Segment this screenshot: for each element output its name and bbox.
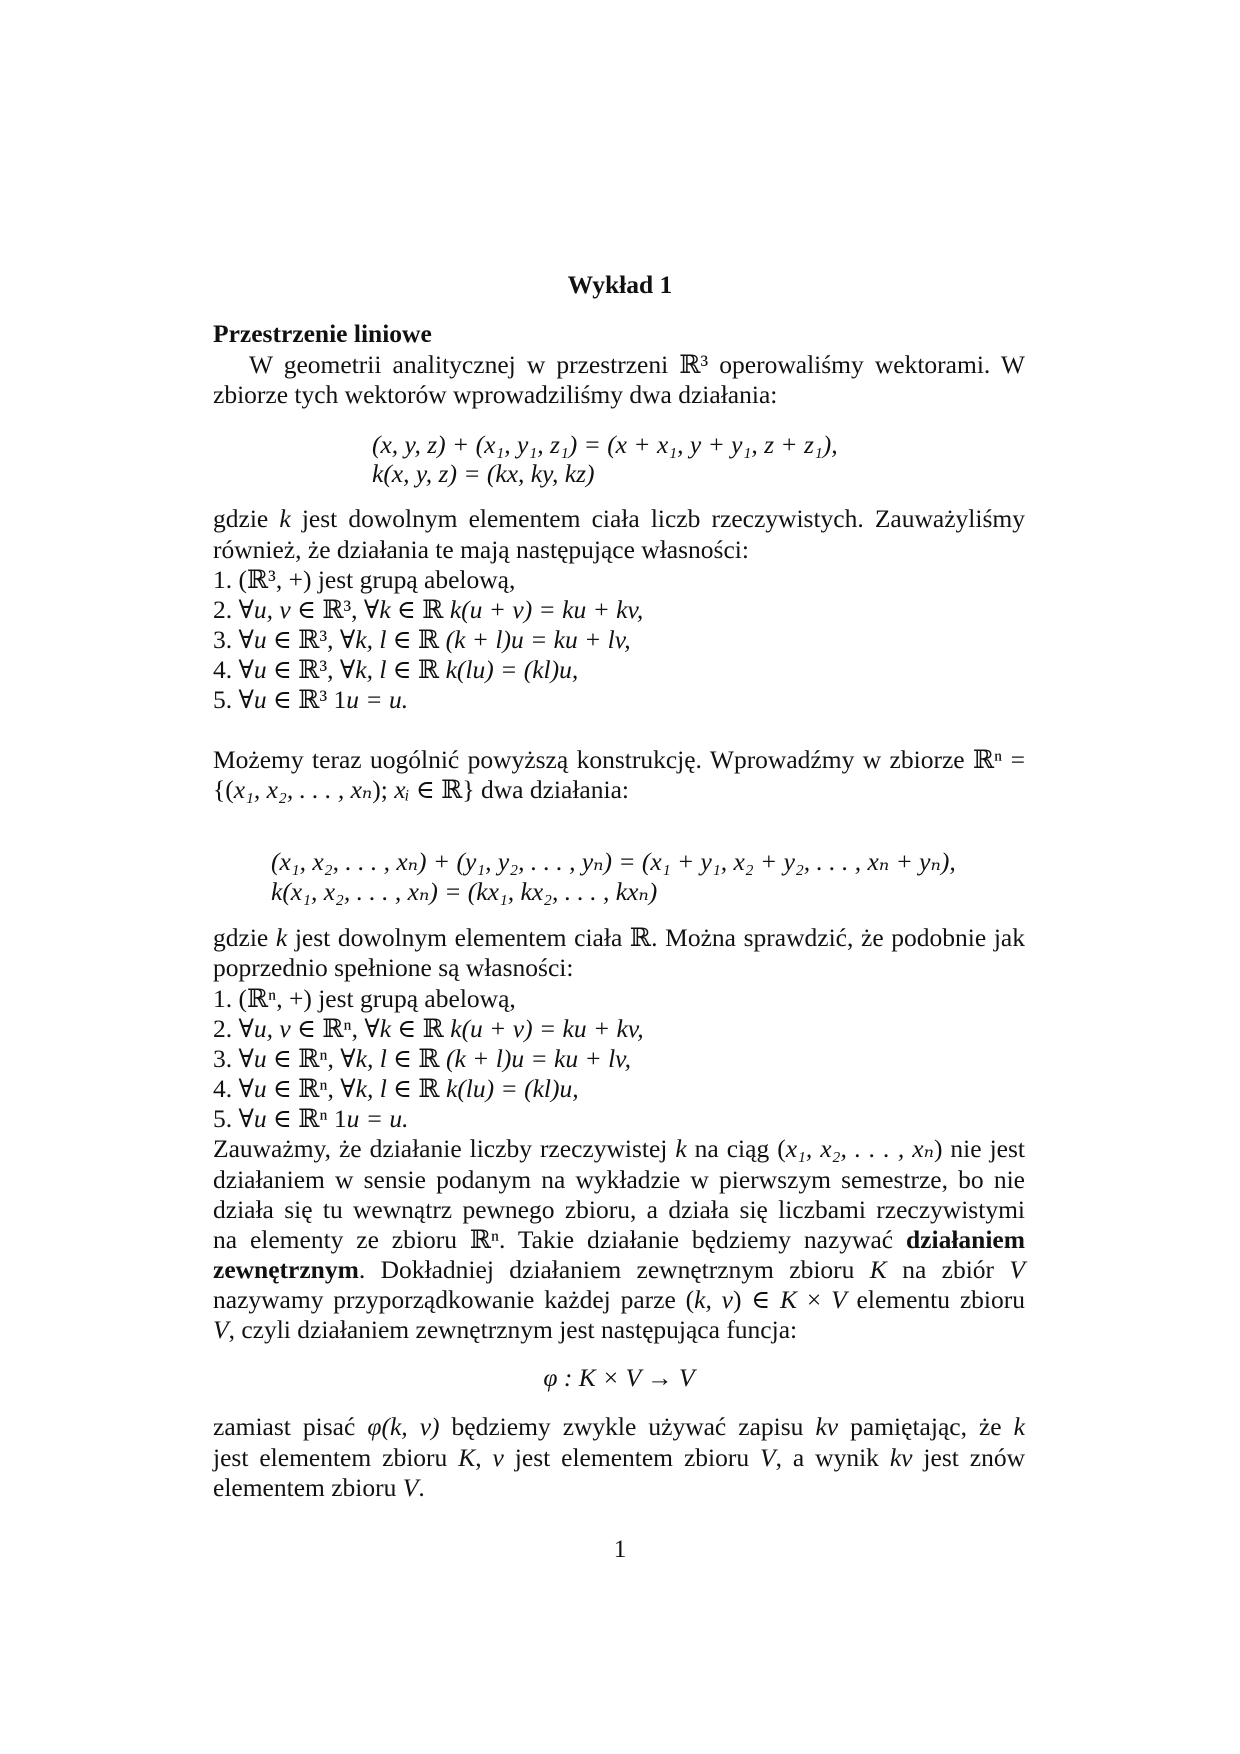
text-segment: 2. ∀: [213, 1014, 254, 1043]
text-line: [213, 775, 1025, 805]
text-segment: ∈ ℝ: [386, 1074, 446, 1103]
text-segment: elementem zbioru: [213, 1473, 403, 1502]
math-text: u: [253, 625, 267, 654]
math-text: u = u.: [346, 1104, 409, 1133]
math-text: φ : K × V → V: [543, 1363, 695, 1392]
text-segment: na zbiór: [886, 1255, 1010, 1284]
math-text: k, l: [355, 1074, 387, 1103]
text-segment: ×: [797, 1285, 832, 1314]
math-text: u: [253, 1074, 267, 1103]
text-segment: 3. ∀: [213, 1044, 254, 1073]
math-text: (k + l)u = ku + lv,: [446, 1044, 631, 1073]
math-text: φ(k, v): [367, 1412, 440, 1441]
text-line: [213, 1315, 1025, 1345]
text-line: [213, 1044, 1025, 1074]
text-segment: zbiorze tych wektorów wprowadziliśmy dwa działania:: [213, 380, 778, 409]
math-text: k: [279, 504, 291, 533]
text-line: [213, 1225, 1025, 1255]
text-segment: elementu zbioru: [846, 1285, 1026, 1314]
math-text: K: [458, 1443, 476, 1472]
text-segment: będziemy zwykle używać zapisu: [439, 1412, 816, 1441]
text-line: [213, 1014, 1025, 1044]
math-text: V: [760, 1443, 776, 1472]
text-segment: gdzie: [213, 923, 276, 952]
text-segment: ∈ ℝⁿ, ∀: [266, 1074, 356, 1103]
text-segment: na ciąg (: [686, 1134, 786, 1163]
text-segment: ∈ ℝ: [386, 625, 446, 654]
text-segment: ) nie jest: [933, 1134, 1025, 1163]
text-line: [213, 1165, 1025, 1195]
text-segment: 1. (ℝⁿ, +) jest grupą abelową,: [213, 984, 516, 1013]
section-heading: Przestrzenie liniowe: [213, 319, 432, 348]
math-text: x₁, x₂, . . . , xₙ: [233, 775, 373, 804]
text-line: [213, 685, 1025, 715]
display-equation: [372, 430, 838, 460]
text-line: [213, 1134, 1025, 1164]
text-segment: . Dokładniej działaniem zewnętrznym zbioru: [358, 1255, 870, 1284]
text-segment: działa się tu wewnątrz pewnego zbioru, a działa się liczbami rzeczywistymi: [213, 1195, 1025, 1224]
text-line: [213, 1074, 1025, 1104]
display-equation: [372, 459, 595, 489]
math-text: V: [402, 1473, 419, 1502]
lecture-title: Wykład 1: [567, 270, 673, 299]
text-line: [213, 1412, 1025, 1442]
text-line: [213, 535, 1025, 565]
text-line: [213, 504, 1025, 534]
text-segment: 4. ∀: [213, 1074, 254, 1103]
text-line: [213, 655, 1025, 685]
text-segment: jest dowolnym elementem ciała ℝ. Można sprawdzić, że podobnie jak: [287, 923, 1025, 952]
math-text: K: [780, 1285, 798, 1314]
math-text: u: [253, 685, 267, 714]
text-segment: 4. ∀: [213, 655, 254, 684]
display-equation: [271, 847, 956, 877]
text-segment: poprzednio spełnione są własności:: [213, 953, 574, 982]
text-line: [213, 1473, 1025, 1503]
text-segment: nazywamy przyporządkowanie każdej parze (: [213, 1285, 695, 1314]
math-text: k(x₁, x₂, . . . , xₙ) = (kx₁, kx₂, . . . , kxₙ): [271, 877, 658, 906]
text-segment: pamiętając, że: [838, 1412, 1014, 1441]
math-text: k, l: [355, 655, 387, 684]
math-text: V: [213, 1315, 229, 1344]
text-segment: {(: [213, 775, 234, 804]
text-segment: ) ∈: [732, 1285, 781, 1314]
math-text: (x, y, z) + (x₁, y₁, z₁) = (x + x₁, y + y₁, z + z₁),: [372, 430, 838, 459]
math-text: v: [492, 1443, 504, 1472]
text-segment: W geometrii analitycznej w przestrzeni ℝ³ operowaliśmy wektorami. W: [249, 350, 1025, 379]
text-segment: , a wynik: [775, 1443, 890, 1472]
text-segment: ∈ ℝⁿ, ∀: [290, 1014, 380, 1043]
text-segment: 1. (ℝ³, +) jest grupą abelową,: [213, 565, 516, 594]
text-line: [213, 595, 1025, 625]
math-text: V: [1009, 1255, 1025, 1284]
math-text: kv: [889, 1443, 913, 1472]
text-segment: Zauważmy, że działanie liczby rzeczywistej: [213, 1134, 676, 1163]
text-segment: ∈ ℝ: [386, 1044, 446, 1073]
text-segment: 5. ∀: [213, 1104, 254, 1133]
math-text: (k + l)u = ku + lv,: [445, 625, 631, 654]
math-text: k(lu) = (kl)u,: [445, 655, 579, 684]
text-segment: ∈ ℝ³, ∀: [290, 595, 380, 624]
math-text: u, v: [253, 1014, 291, 1043]
text-line: [213, 745, 1025, 775]
math-text: k: [1013, 1412, 1025, 1441]
math-text: u: [253, 655, 267, 684]
text-segment: ∈ ℝ: [386, 655, 446, 684]
text-line: [213, 953, 1025, 983]
math-text: k, l: [355, 625, 387, 654]
text-segment: gdzie: [213, 504, 280, 533]
text-segment: działaniem w sensie podanym na wykładzie w pierwszym semestrze, bo nie: [213, 1165, 1025, 1194]
text-segment: ∈ ℝⁿ, ∀: [266, 1044, 356, 1073]
text-segment: , czyli działaniem zewnętrznym jest następująca funcja:: [228, 1315, 798, 1344]
text-segment: 3. ∀: [213, 625, 254, 654]
text-segment: 2. ∀: [213, 595, 254, 624]
text-segment: 5. ∀: [213, 685, 254, 714]
text-segment: jest dowolnym elementem ciała liczb rzeczywistych. Zauważyliśmy: [290, 504, 1025, 533]
text-segment: ∈ ℝ: [391, 1014, 451, 1043]
math-text: k: [379, 595, 391, 624]
text-line: [213, 1255, 1025, 1285]
text-line: [213, 1443, 1025, 1473]
math-text: k, v: [694, 1285, 733, 1314]
text-segment: );: [372, 775, 395, 804]
text-segment: jest elementem zbioru: [213, 1443, 459, 1472]
text-segment: ,: [475, 1443, 493, 1472]
text-line: [213, 1195, 1025, 1225]
text-segment: na elementy ze zbioru ℝⁿ. Takie działanie będziemy nazywać: [213, 1225, 906, 1254]
math-text: k(u + v) = ku + kv,: [450, 1014, 644, 1043]
text-line: [213, 1104, 1025, 1134]
text-segment: ∈ ℝ: [390, 595, 450, 624]
math-text: u: [253, 1044, 267, 1073]
math-text: (x₁, x₂, . . . , xₙ) + (y₁, y₂, . . . , yₙ) = (x₁ + y₁, x₂ + y₂, . . . , xₙ + yₙ),: [271, 847, 956, 876]
display-equation: [271, 877, 657, 907]
text-segment: .: [418, 1473, 425, 1502]
math-text: kv: [815, 1412, 839, 1441]
math-text: k: [675, 1134, 687, 1163]
text-segment: Możemy teraz uogólnić powyższą konstrukcję. Wprowadźmy w zbiorze ℝⁿ =: [213, 745, 1025, 774]
text-line: [213, 350, 1025, 380]
math-text: k: [379, 1014, 392, 1043]
text-line: [213, 1285, 1025, 1315]
math-text: k, l: [355, 1044, 387, 1073]
math-text: k(u + v) = ku + kv,: [449, 595, 644, 624]
text-line: [213, 565, 1025, 595]
text-segment: ∈ ℝⁿ 1: [266, 1104, 347, 1133]
text-segment: ∈ ℝ³ 1: [266, 685, 347, 714]
text-segment: również, że działania te mają następujące własności:: [213, 535, 749, 564]
text-line: [213, 380, 1025, 410]
text-segment: ∈ ℝ³, ∀: [266, 625, 356, 654]
text-line: [213, 923, 1025, 953]
text-line: [213, 984, 1025, 1014]
text-segment: jest elementem zbioru: [503, 1443, 761, 1472]
text-segment: jest znów: [912, 1443, 1026, 1472]
math-text: u = u.: [346, 685, 409, 714]
math-text: k(lu) = (kl)u,: [446, 1074, 579, 1103]
math-text: k: [275, 923, 288, 952]
text-segment: zamiast pisać: [213, 1412, 368, 1441]
text-segment: ∈ ℝ} dwa działania:: [409, 775, 629, 804]
bold-term: zewnętrznym: [213, 1255, 359, 1284]
text-line: [213, 625, 1025, 655]
math-text: u, v: [253, 595, 291, 624]
math-text: V: [831, 1285, 847, 1314]
bold-term: działaniem: [906, 1225, 1025, 1254]
math-text: K: [869, 1255, 887, 1284]
display-equation: [213, 1363, 1025, 1393]
text-segment: ∈ ℝ³, ∀: [266, 655, 356, 684]
math-text: k(x, y, z) = (kx, ky, kz): [372, 459, 595, 488]
math-text: x₁, x₂, . . . , xₙ: [785, 1134, 934, 1163]
math-text: u: [253, 1104, 267, 1133]
math-text: xᵢ: [394, 775, 410, 804]
page-number: 1: [613, 1534, 627, 1563]
